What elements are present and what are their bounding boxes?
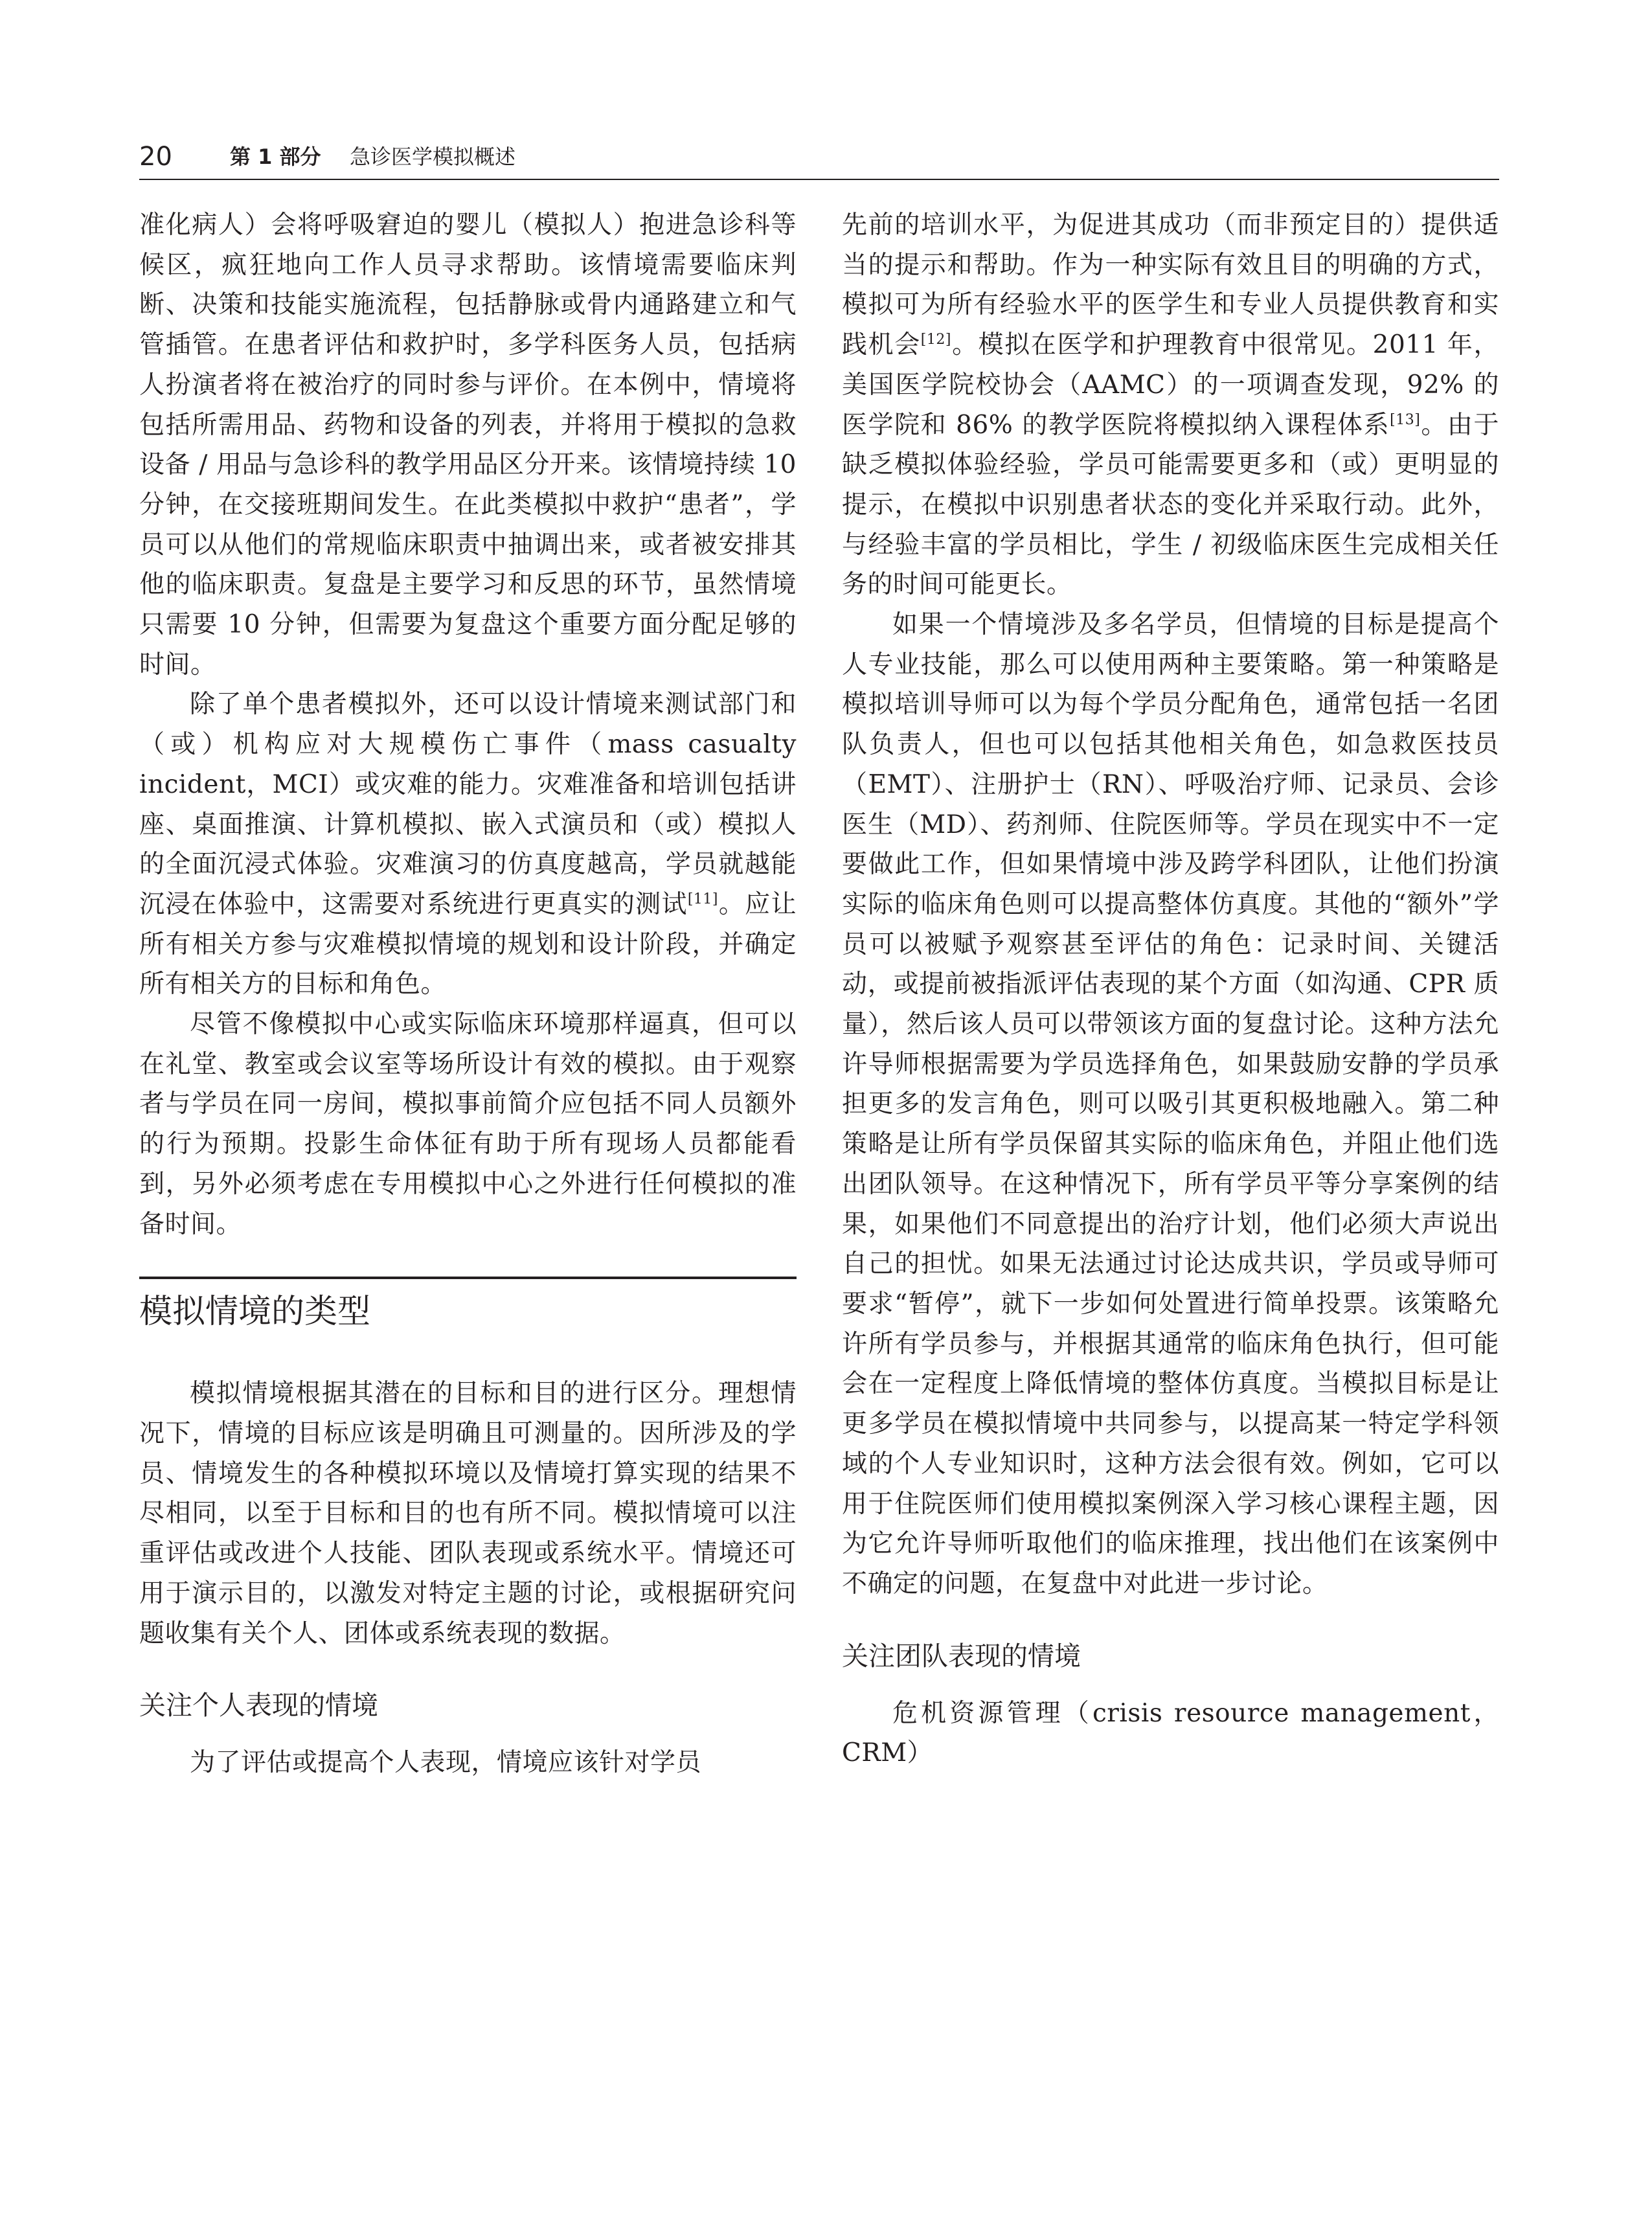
section-heading-block — [139, 1277, 797, 1354]
part-title: 急诊医学模拟概述 — [350, 144, 516, 169]
header-rule — [139, 179, 1499, 180]
citation-11: [11] — [687, 891, 718, 907]
left-paragraph-4: 模拟情境根据其潜在的目标和目的进行区分。理想情况下，情境的目标应该是明确且可测量的。因所涉及的学员、情境发生的各种模拟环境以及情境打算实现的结果不尽相同，以至于目标和目的也有所不同。模拟情境可以注重评估或改进个人技能、团队表现或系统水平。情境还可用于演示目的，以激发对特定主题的讨论，或根据研究问题收集有关个人、团体或系统表现的数据。 — [139, 1379, 797, 1648]
right-paragraph-1-text-b: 。模拟在医学和护理教育中很常见。2011 年，美国医学院校协会（AAMC）的一项调查发现，92% 的医学院和 86% 的教学医院将模拟纳入课程体系 — [842, 330, 1499, 440]
left-paragraph-2-text-b: 。应让所有相关方参与灾难模拟情境的规划和设计阶段，并确定所有相关方的目标和角色。 — [139, 889, 797, 999]
right-paragraph-1-text-c: 。由于缺乏模拟体验经验，学员可能需要更多和（或）更明显的提示，在模拟中识别患者状态的变化并采取行动。此外，与经验丰富的学员相比，学生 / 初级临床医生完成相关任务的时间可能更长。 — [842, 410, 1499, 600]
subheading-team: 关注团队表现的情境 — [842, 1640, 1081, 1672]
citation-13: [13] — [1390, 411, 1421, 428]
right-paragraph-3: 危机资源管理（crisis resource management，CRM） — [842, 1698, 1499, 1768]
subheading-individual: 关注个人表现的情境 — [139, 1690, 378, 1721]
right-paragraph-1-text-a: 先前的培训水平，为促进其成功（而非预定目的）提供适当的提示和帮助。作为一种实际有效且目的明确的方式，模拟可为所有经验水平的医学生和专业人员提供教育和实践机会 — [842, 210, 1499, 360]
right-paragraph-2: 如果一个情境涉及多名学员，但情境的目标是提高个人专业技能，那么可以使用两种主要策略。第一种策略是模拟培训导师可以为每个学员分配角色，通常包括一名团队负责人，但也可以包括其他相关角色，如急救医技员（EMT）、注册护士（RN）、呼吸治疗师、记录员、会诊医生（MD）、药剂师、住院医师等。学员在现实中不一定要做此工作，但如果情境中涉及跨学科团队，让他们扮演实际的临床角色则可以提高整体仿真度。其他的“额外”学员可以被赋予观察甚至评估的角色：记录时间、关键活动，或提前被指派评估表现的某个方面（如沟通、CPR 质量），然后该人员可以带领该方面的复盘讨论。这种方法允许导师根据需要为学员选择角色，如果鼓励安静的学员承担更多的发言角色，则可以吸引其更积极地融入。第二种策略是让所有学员保留其实际的临床角色，并阻止他们选出团队领导。在这种情况下，所有学员平等分享案例的结果，如果他们不同意提出的治疗计划，他们必须大声说出自己的担忧。如果无法通过讨论达成共识，学员或导师可要求“暂停”，就下一步如何处置进行简单投票。该策略允许所有学员参与，并根据其通常的临床角色执行，但可能会在一定程度上降低情境的整体仿真度。当模拟目标是让更多学员在模拟情境中共同参与，以提高某一特定学科领域的个人专业知识时，这种方法会很有效。例如，它可以用于住院医师们使用模拟案例深入学习核心课程主题，因为它允许导师听取他们的临床推理，找出他们在该案例中不确定的问题，在复盘中对此进一步讨论。 — [842, 610, 1499, 1598]
left-paragraph-5: 为了评估或提高个人表现，情境应该针对学员 — [190, 1748, 702, 1778]
section-gap — [139, 1354, 797, 1374]
right-paragraph-1 — [842, 205, 1499, 605]
left-paragraph-3: 尽管不像模拟中心或实际临床环境那样逼真，但可以在礼堂、教室或会议室等场所设计有效的模拟。由于观察者与学员在同一房间，模拟事前简介应包括不同人员额外的行为预期。投影生命体征有助于所有现场人员都能看到，另外必须考虑在专用模拟中心之外进行任何模拟的准备时间。 — [139, 1010, 797, 1239]
section-heading: 模拟情境的类型 — [139, 1293, 371, 1332]
page-number: 20 — [139, 142, 172, 172]
part-label: 第 1 部分 — [230, 144, 321, 169]
left-column — [139, 205, 797, 1783]
running-header — [139, 137, 1499, 176]
left-paragraph-1: 准化病人）会将呼吸窘迫的婴儿（模拟人）抱进急诊科等候区，疯狂地向工作人员寻求帮助。该情境需要临床判断、决策和技能实施流程，包括静脉或骨内通路建立和气管插管。在患者评估和救护时，多学科医务人员，包括病人扮演者将在被治疗的同时参与评价。在本例中，情境将包括所需用品、药物和设备的列表，并将用于模拟的急救设备 / 用品与急诊科的教学用品区分开来。该情境持续 10 分钟，在交接班期间发生。在此类模拟中救护“患者”，学员可以从他们的常规临床职责中抽调出来，或者被安排其他的临床职责。复盘是主要学习和反思的环节，虽然情境只需要 10 分钟，但需要为复盘这个重要方面分配足够的时间。 — [139, 210, 797, 679]
citation-12: [12] — [920, 332, 951, 348]
left-paragraph-2-text-a: 除了单个患者模拟外，还可以设计情境来测试部门和（或）机构应对大规模伤亡事件（mass casualty incident，MCI）或灾难的能力。灾难准备和培训包括讲座、桌面推演、计算机模拟、嵌入式演员和（或）模拟人的全面沉浸式体验。灾难演习的仿真度越高，学员就越能沉浸在体验中，这需要对系统进行更真实的测试 — [139, 690, 797, 919]
left-paragraph-2 — [139, 685, 797, 1005]
right-column — [842, 205, 1499, 1773]
